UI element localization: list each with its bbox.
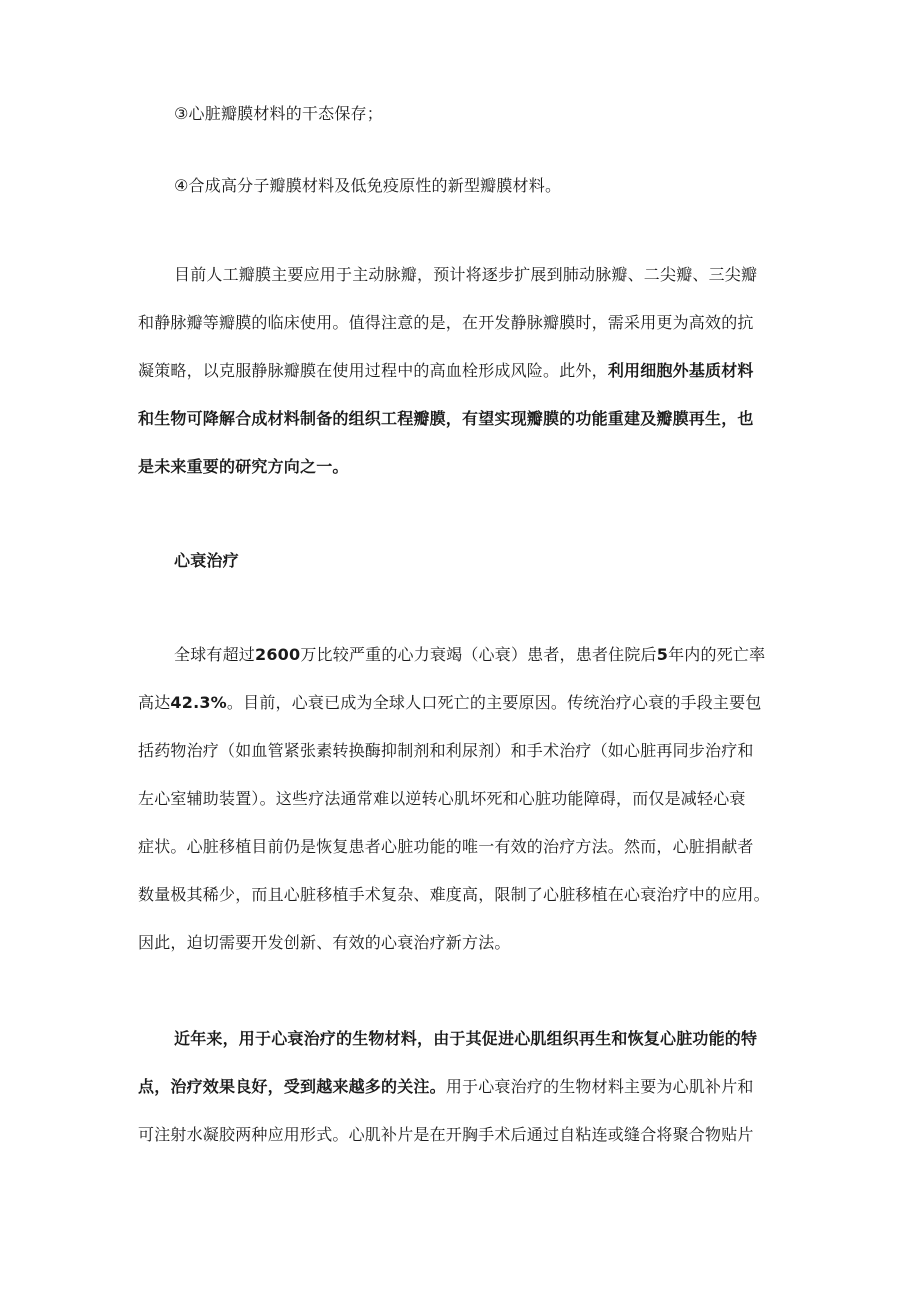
paragraph-2-line-6: 数量极其稀少，而且心脏移植手术复杂、难度高，限制了心脏移植在心衰治疗中的应用。 xyxy=(138,885,770,904)
p2-l1-number-2600: 2600 xyxy=(255,645,301,664)
p2-l1-number-5: 5 xyxy=(656,645,669,664)
paragraph-3-line-1: 近年来，用于心衰治疗的生物材料，由于其促进心肌组织再生和恢复心脏功能的特 xyxy=(174,1029,758,1048)
paragraph-1-line-3 xyxy=(138,361,754,381)
paragraph-2-line-5: 症状。心脏移植目前仍是恢复患者心脏功能的唯一有效的治疗方法。然而，心脏捐献者 xyxy=(138,837,754,856)
list-item-4: ④合成高分子瓣膜材料及低免疫原性的新型瓣膜材料。 xyxy=(174,176,562,195)
p2-l2-part-c: 。目前，心衰已成为全球人口死亡的主要原因。传统治疗心衰的手段主要包 xyxy=(226,693,762,712)
list-item-3: ③心脏瓣膜材料的干态保存； xyxy=(174,104,383,123)
paragraph-2-line-1 xyxy=(174,645,765,665)
paragraph-1-line-3-bold: 利用细胞外基质材料 xyxy=(607,361,754,380)
paragraph-2-line-7: 因此，迫切需要开发创新、有效的心衰治疗新方法。 xyxy=(138,933,511,952)
paragraph-1-line-5: 是未来重要的研究方向之一。 xyxy=(138,457,349,476)
paragraph-3-line-3: 可注射水凝胶两种应用形式。心肌补片是在开胸手术后通过自粘连或缝合将聚合物贴片 xyxy=(138,1125,754,1144)
p3-l2-bold: 点，治疗效果良好，受到越来越多的关注。 xyxy=(138,1077,446,1096)
paragraph-1-line-4: 和生物可降解合成材料制备的组织工程瓣膜，有望实现瓣膜的功能重建及瓣膜再生，也 xyxy=(138,409,754,428)
p2-l2-part-a: 高达 xyxy=(138,693,171,712)
p2-l2-percent: 42.3% xyxy=(170,693,227,712)
p2-l1-part-a: 全球有超过 xyxy=(174,645,256,664)
p2-l1-part-e: 年内的死亡率 xyxy=(668,645,766,664)
p3-l2-normal: 用于心衰治疗的生物材料主要为心肌补片和 xyxy=(445,1077,754,1096)
section-heading: 心衰治疗 xyxy=(174,551,239,570)
paragraph-2-line-4: 左心室辅助装置）。这些疗法通常难以逆转心肌坏死和心脏功能障碍，而仅是减轻心衰 xyxy=(138,789,746,808)
p2-l1-part-c: 万比较严重的心力衰竭（心衰）患者，患者住院后 xyxy=(300,645,657,664)
paragraph-1-line-2: 和静脉瓣等瓣膜的临床使用。值得注意的是，在开发静脉瓣膜时，需采用更为高效的抗 xyxy=(138,313,754,332)
paragraph-3-line-2 xyxy=(138,1077,754,1097)
paragraph-1-line-3-normal: 凝策略，以克服静脉瓣膜在使用过程中的高血栓形成风险。此外， xyxy=(138,361,608,380)
paragraph-2-line-3: 括药物治疗（如血管紧张素转换酶抑制剂和利尿剂）和手术治疗（如心脏再同步治疗和 xyxy=(138,741,754,760)
paragraph-1-line-1: 目前人工瓣膜主要应用于主动脉瓣，预计将逐步扩展到肺动脉瓣、二尖瓣、三尖瓣 xyxy=(174,265,758,284)
paragraph-2-line-2 xyxy=(138,693,762,713)
